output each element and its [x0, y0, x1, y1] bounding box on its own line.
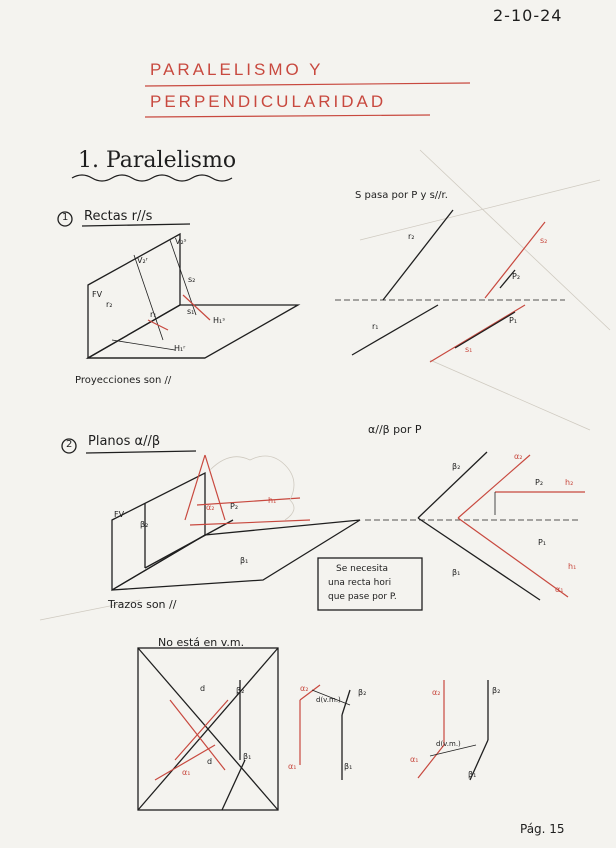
- item2-underline: [86, 451, 196, 453]
- label-b2-3: β₂: [236, 686, 245, 695]
- label-p2-2: P₂: [535, 478, 544, 487]
- item2-caption: Trazos son //: [108, 598, 177, 611]
- label-a2-4: α₂: [432, 688, 441, 697]
- label-h1r: h₁: [568, 562, 577, 571]
- label-r2-2: r₂: [408, 232, 415, 241]
- page-number: Pág. 15: [520, 822, 565, 836]
- note-line-3: que pase por P.: [328, 592, 397, 602]
- item1-caption: Proyecciones son //: [75, 375, 172, 386]
- item1-right-note: S pasa por P y s//r.: [355, 190, 448, 201]
- label-fv-2: FV: [114, 510, 125, 519]
- title-underline-2: [145, 115, 430, 117]
- label-b1-4: β₁: [344, 762, 353, 771]
- figure1-planes: [88, 234, 298, 358]
- title-line-1: PARALELISMO Y: [150, 60, 324, 79]
- label-b2-2: β₂: [452, 462, 461, 471]
- item1-underline: [82, 224, 190, 226]
- item1-label: Rectas r//s: [84, 209, 153, 224]
- item1-number: 1: [62, 212, 69, 223]
- item2-right-note: α//β por P: [368, 423, 422, 436]
- label-a1-5: α₁: [410, 755, 419, 764]
- label-hs1: H₁ˢ: [213, 316, 226, 325]
- label-a2-3: α₂: [300, 684, 309, 693]
- label-dvm-2: d(v.m.): [436, 740, 461, 748]
- date-text: 2-10-24: [493, 6, 563, 25]
- note-line-2: una recta hori: [328, 578, 392, 588]
- label-p1-1: P₁: [509, 316, 518, 325]
- label-r1-1: r₁: [150, 310, 157, 319]
- item3-heading: No está en v.m.: [158, 636, 245, 649]
- label-p1-2: P₁: [538, 538, 547, 547]
- label-vs2: V₂ˢ: [175, 237, 187, 246]
- label-s2-1: s₂: [188, 275, 196, 284]
- label-s1-1: s₁: [187, 307, 195, 316]
- label-b2-1: β₂: [140, 520, 149, 529]
- label-a1-3: α₁: [182, 768, 191, 777]
- label-a1-4: α₁: [288, 762, 297, 771]
- label-d-2: d: [207, 757, 213, 766]
- label-a1-2: α₁: [555, 585, 564, 594]
- label-b1-2: β₁: [452, 568, 461, 577]
- item2-number: 2: [66, 439, 73, 450]
- label-p-1: P₂: [230, 502, 239, 511]
- label-b1-3: β₁: [243, 752, 252, 761]
- figure3-square: [138, 648, 278, 810]
- label-b2-5: β₂: [492, 686, 501, 695]
- label-b1-5: β₁: [468, 770, 477, 779]
- label-a2-2: α₂: [514, 452, 523, 461]
- label-h-1: h₁: [268, 496, 277, 505]
- label-b2-4: β₂: [358, 688, 367, 697]
- label-r2-1: r₂: [106, 300, 113, 309]
- label-d-1: d: [200, 684, 206, 693]
- label-h1: H₁ʳ: [174, 344, 186, 353]
- label-dvm-1: d(v.m.): [316, 696, 341, 704]
- title-underline-1: [145, 83, 470, 86]
- label-v2: V₂ʳ: [137, 256, 148, 265]
- label-a2-1: α₂: [206, 503, 215, 512]
- note-line-1: Se necesita: [336, 564, 389, 574]
- label-b1-1: β₁: [240, 556, 249, 565]
- figure2-planes: [112, 455, 360, 590]
- label-h2: h₂: [565, 478, 574, 487]
- label-p2-1: P₂: [512, 272, 521, 281]
- label-r1-2: r₁: [372, 322, 379, 331]
- heading-underline: [72, 175, 232, 181]
- label-s1-2: s₁: [465, 345, 473, 354]
- item2-label: Planos α//β: [88, 434, 161, 449]
- section-heading: 1. Paralelismo: [78, 148, 237, 173]
- label-s2-2: s₂: [540, 236, 548, 245]
- label-fv-1: FV: [92, 290, 103, 299]
- figure3c: [418, 680, 488, 780]
- figure2-traces: [365, 452, 585, 600]
- figure1-projections: [335, 210, 565, 362]
- title-line-2: PERPENDICULARIDAD: [150, 92, 387, 111]
